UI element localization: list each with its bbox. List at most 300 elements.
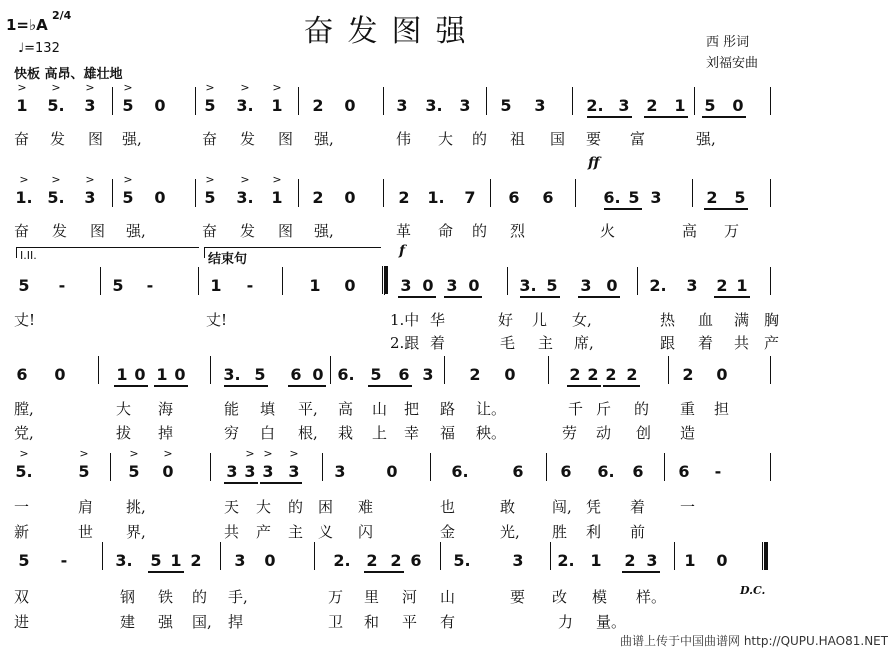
lyric-verse-1: 革	[396, 222, 412, 240]
lyric-verse-1: 困	[318, 498, 334, 516]
lyric-verse-1: 发	[52, 222, 68, 240]
note: 1.	[15, 188, 33, 207]
lyric-verse-2: 平	[402, 613, 418, 631]
lyric-verse-2: 共	[734, 334, 750, 352]
note: 2	[624, 551, 636, 570]
note: 0	[386, 462, 398, 481]
note: 2	[366, 551, 378, 570]
dynamic-ff: ff	[588, 155, 600, 171]
lyric-verse-1: 命	[438, 222, 454, 240]
lyric-verse-1: 样。	[636, 588, 667, 606]
barline	[770, 356, 771, 384]
lyric-verse-2: 掉	[158, 424, 174, 442]
lyric-verse-1: 让。	[476, 400, 507, 418]
lyric-verse-1: 强,	[314, 130, 334, 148]
barline	[195, 87, 196, 115]
lyric-verse-2: 利	[586, 523, 602, 541]
lyric-verse-1: 的	[192, 588, 208, 606]
lyric-verse-2: 穷	[224, 424, 240, 442]
note: 1	[271, 96, 283, 115]
note: 6	[542, 188, 554, 207]
lyric-verse-2: 白	[260, 424, 276, 442]
note: 6.	[337, 365, 355, 384]
accent-mark: >	[263, 447, 273, 460]
note: -	[60, 551, 68, 570]
note: 2	[706, 188, 718, 207]
lyric-verse-2: 造	[680, 424, 696, 442]
note: 0	[154, 96, 166, 115]
barline	[770, 87, 771, 115]
note: 5	[704, 96, 716, 115]
barline	[112, 87, 113, 115]
note: 2.	[649, 276, 667, 295]
beam-underline	[148, 571, 184, 573]
lyric-verse-2: 着	[698, 334, 714, 352]
lyric-verse-1: 奋	[14, 222, 30, 240]
note: 5	[150, 551, 162, 570]
accent-mark: >	[272, 173, 282, 186]
lyric-verse-1: 一	[680, 498, 696, 516]
note: 0	[606, 276, 618, 295]
note: 0	[154, 188, 166, 207]
note: 3.	[236, 188, 254, 207]
barline	[664, 453, 665, 481]
note: 1	[170, 551, 182, 570]
accent-mark: >	[240, 173, 250, 186]
note: 2.	[333, 551, 351, 570]
lyric-verse-1: 着	[630, 498, 646, 516]
note: 1	[271, 188, 283, 207]
beam-underline	[224, 385, 268, 387]
lyric-verse-1: 改	[552, 588, 568, 606]
note: 2.	[586, 96, 604, 115]
barline	[220, 542, 221, 570]
lyric-verse-1: 钢	[120, 588, 136, 606]
barline	[314, 542, 315, 570]
lyric-verse-1: 胸	[764, 311, 780, 329]
lyric-verse-2: 产	[764, 334, 780, 352]
volta-label: I.II.	[20, 249, 37, 262]
note: 3	[618, 96, 630, 115]
note: 3	[334, 462, 346, 481]
note: 3	[446, 276, 458, 295]
barline	[507, 267, 508, 295]
lyric-verse-1: 热	[660, 311, 676, 329]
lyric-verse-2: 国,	[192, 613, 212, 631]
note: 3.	[223, 365, 241, 384]
note: 5	[18, 276, 30, 295]
note: 0	[344, 96, 356, 115]
note: 5	[128, 462, 140, 481]
lyric-verse-2: 强	[158, 613, 174, 631]
note: 5.	[453, 551, 471, 570]
barline	[102, 542, 103, 570]
lyric-verse-1: 强,	[314, 222, 334, 240]
accent-mark: >	[240, 81, 250, 94]
lyric-verse-1: 血	[698, 311, 714, 329]
accent-mark: >	[17, 81, 27, 94]
note: 5	[254, 365, 266, 384]
note: 6	[410, 551, 422, 570]
double-barline	[382, 266, 388, 294]
beam-underline	[622, 571, 660, 573]
lyric-verse-2: 义	[318, 523, 334, 541]
note: 2	[626, 365, 638, 384]
lyric-verse-1: 重	[680, 400, 696, 418]
note: 6	[632, 462, 644, 481]
lyric-verse-1: 大	[256, 498, 272, 516]
lyric-verse-1: 高	[682, 222, 698, 240]
note: 5	[204, 188, 216, 207]
beam-underline	[578, 296, 620, 298]
expression-marking: 快板 高昂、雄壮地	[14, 67, 123, 82]
lyricist-credit: 西 彤词	[706, 35, 750, 50]
note: 2	[605, 365, 617, 384]
lyric-verse-1: 铁	[158, 588, 174, 606]
note: 5.	[15, 462, 33, 481]
barline	[444, 356, 445, 384]
lyric-verse-1: 海	[158, 400, 174, 418]
lyric-verse-1: 要	[510, 588, 526, 606]
note: 5	[122, 188, 134, 207]
barline	[210, 356, 211, 384]
lyric-verse-2: 界,	[126, 523, 146, 541]
time-signature	[52, 11, 71, 21]
note: 6	[512, 462, 524, 481]
barline	[572, 87, 573, 115]
lyric-verse-1: 女,	[572, 311, 592, 329]
lyric-verse-1: 国	[550, 130, 566, 148]
lyric-verse-1: 模	[592, 588, 608, 606]
lyric-verse-1: 的	[634, 400, 650, 418]
lyric-verse-2: 劳	[562, 424, 578, 442]
note: 2	[646, 96, 658, 115]
note: 3	[686, 276, 698, 295]
note: 5	[122, 96, 134, 115]
lyric-verse-2: 和	[364, 613, 380, 631]
note: 1	[309, 276, 321, 295]
barline	[112, 179, 113, 207]
beam-underline	[604, 208, 642, 210]
beam-underline	[644, 116, 688, 118]
beam-underline	[702, 116, 746, 118]
note: 1	[156, 365, 168, 384]
lyric-verse-2: 世	[78, 523, 94, 541]
beam-underline	[603, 385, 640, 387]
note: 5	[112, 276, 124, 295]
accent-mark: >	[85, 173, 95, 186]
lyric-verse-1: 敢	[500, 498, 516, 516]
accent-mark: >	[79, 447, 89, 460]
lyric-verse-2: 上	[372, 424, 388, 442]
note: 1	[116, 365, 128, 384]
lyric-verse-1: 富	[630, 130, 646, 148]
da-capo-marking: D.C.	[740, 584, 766, 597]
lyric-verse-2: 党,	[14, 424, 34, 442]
accent-mark: >	[19, 447, 29, 460]
note: 1	[16, 96, 28, 115]
lyric-verse-2: 金	[440, 523, 456, 541]
lyric-verse-1: 里	[364, 588, 380, 606]
beam-underline	[368, 385, 412, 387]
note: 6.	[597, 462, 615, 481]
lyric-verse-1: 凭	[586, 498, 602, 516]
barline	[486, 87, 487, 115]
barline	[548, 356, 549, 384]
accent-mark: >	[245, 447, 255, 460]
beam-underline	[154, 385, 188, 387]
page-title: 奋发图强	[303, 14, 480, 49]
note: 1	[674, 96, 686, 115]
lyric-verse-2: 捍	[228, 613, 244, 631]
lyric-verse-1: 强,	[696, 130, 716, 148]
accent-mark: >	[51, 173, 61, 186]
composer-credit: 刘福安曲	[706, 56, 759, 71]
lyric-verse-1: 膛,	[14, 400, 34, 418]
beam-underline	[288, 385, 326, 387]
barline	[98, 356, 99, 384]
lyric-verse-2: 产	[256, 523, 272, 541]
lyric-verse-2: 创	[636, 424, 652, 442]
accent-mark: >	[205, 81, 215, 94]
beam-underline	[520, 296, 560, 298]
barline	[110, 453, 111, 481]
lyric-verse-1: 山	[372, 400, 388, 418]
note: 2.	[557, 551, 575, 570]
note: 5.	[47, 188, 65, 207]
lyric-verse-1: 发	[50, 130, 66, 148]
lyric-verse-1: 肩	[78, 498, 94, 516]
lyric-verse-1: 要	[586, 130, 602, 148]
lyric-verse-1: 手,	[228, 588, 248, 606]
lyric-verse-1: 斤	[596, 400, 612, 418]
barline	[668, 356, 669, 384]
lyric-verse-2: 有	[440, 613, 456, 631]
lyric-verse-1: 1.中	[390, 311, 420, 329]
note: 5.	[47, 96, 65, 115]
note: 2	[312, 188, 324, 207]
lyric-verse-2: 胜	[552, 523, 568, 541]
lyric-verse-1: 烈	[510, 222, 526, 240]
accent-mark: >	[272, 81, 282, 94]
lyric-verse-2: 共	[224, 523, 240, 541]
final-barline	[762, 542, 768, 570]
lyric-verse-1: 山	[440, 588, 456, 606]
lyric-verse-2: 前	[630, 523, 646, 541]
note: 5	[78, 462, 90, 481]
lyric-verse-1: 祖	[510, 130, 526, 148]
lyric-verse-1: 满	[734, 311, 750, 329]
note: 5	[546, 276, 558, 295]
note: 3	[646, 551, 658, 570]
lyric-verse-1: 也	[440, 498, 456, 516]
footer-credit: 曲谱上传于中国曲谱网 http://QUPU.HAO81.NET	[620, 634, 888, 648]
note: 3	[650, 188, 662, 207]
lyric-verse-1: 图	[278, 130, 294, 148]
lyric-verse-1: 担	[714, 400, 730, 418]
lyric-verse-2: 光,	[500, 523, 520, 541]
note: 3	[262, 462, 274, 481]
beam-underline	[398, 296, 436, 298]
note: 5	[734, 188, 746, 207]
note: 0	[344, 188, 356, 207]
note: 3	[422, 365, 434, 384]
lyric-verse-1: 千	[568, 400, 584, 418]
lyric-verse-1: 路	[440, 400, 456, 418]
accent-mark: >	[163, 447, 173, 460]
lyric-verse-1: 挑,	[126, 498, 146, 516]
lyric-verse-1: 难	[358, 498, 374, 516]
barline	[637, 267, 638, 295]
note: 6	[678, 462, 690, 481]
accent-mark: >	[129, 447, 139, 460]
note: 2	[716, 276, 728, 295]
barline	[770, 267, 771, 295]
barline	[692, 179, 693, 207]
note: 0	[422, 276, 434, 295]
lyric-verse-1: 伟	[396, 130, 412, 148]
lyric-verse-2: 席,	[574, 334, 594, 352]
barline	[298, 179, 299, 207]
accent-mark: >	[51, 81, 61, 94]
accent-mark: >	[123, 81, 133, 94]
barline	[770, 179, 771, 207]
accent-mark: >	[123, 173, 133, 186]
lyric-verse-1: 发	[240, 222, 256, 240]
key-signature: 1=♭A	[6, 16, 48, 34]
lyric-verse-2: 主	[288, 523, 304, 541]
beam-underline	[114, 385, 148, 387]
note: 1	[210, 276, 222, 295]
note: 3	[580, 276, 592, 295]
lyric-verse-2: 幸	[404, 424, 420, 442]
note: 0	[312, 365, 324, 384]
note: 0	[716, 551, 728, 570]
note: -	[146, 276, 154, 295]
lyric-verse-1: 丈!	[206, 311, 228, 329]
note: 3.	[115, 551, 133, 570]
barline	[550, 542, 551, 570]
lyric-verse-2: 毛	[500, 334, 516, 352]
barline	[322, 453, 323, 481]
lyric-verse-2: 闪	[358, 523, 374, 541]
beam-underline	[364, 571, 404, 573]
note: 3	[84, 188, 96, 207]
lyric-verse-1: 丈!	[14, 311, 36, 329]
note: -	[58, 276, 66, 295]
beam-underline	[587, 116, 632, 118]
lyric-verse-1: 一	[14, 498, 30, 516]
lyric-verse-1: 万	[328, 588, 344, 606]
note: 2	[312, 96, 324, 115]
lyric-verse-2: 量。	[596, 613, 627, 631]
lyric-verse-1: 图	[88, 130, 104, 148]
note: 0	[716, 365, 728, 384]
ending-label: 结束句	[208, 252, 248, 267]
lyric-verse-2: 主	[538, 334, 554, 352]
lyric-verse-2: 福	[440, 424, 456, 442]
lyric-verse-1: 奋	[202, 130, 218, 148]
lyric-verse-1: 能	[224, 400, 240, 418]
beam-underline	[224, 482, 258, 484]
lyric-verse-2: 进	[14, 613, 30, 631]
lyric-verse-2: 动	[596, 424, 612, 442]
lyric-verse-2: 拔	[116, 424, 132, 442]
lyric-verse-1: 填	[260, 400, 276, 418]
note: 3.	[519, 276, 537, 295]
barline	[330, 356, 331, 384]
lyric-verse-1: 强,	[122, 130, 142, 148]
accent-mark: >	[289, 447, 299, 460]
note: 1	[684, 551, 696, 570]
beam-underline	[444, 296, 482, 298]
lyric-verse-1: 的	[472, 130, 488, 148]
lyric-verse-1: 儿	[532, 311, 548, 329]
lyric-verse-1: 万	[724, 222, 740, 240]
lyric-verse-1: 奋	[202, 222, 218, 240]
note: 5	[204, 96, 216, 115]
volta-bracket	[16, 247, 199, 258]
note: 7	[464, 188, 476, 207]
lyric-verse-1: 发	[240, 130, 256, 148]
note: 3.	[236, 96, 254, 115]
barline	[383, 179, 384, 207]
lyric-verse-2: 栽	[338, 424, 354, 442]
note: 2	[190, 551, 202, 570]
note: 5	[18, 551, 30, 570]
note: 0	[174, 365, 186, 384]
lyric-verse-1: 火	[600, 222, 616, 240]
lyric-verse-1: 大	[438, 130, 454, 148]
note: 0	[468, 276, 480, 295]
lyric-verse-2: 新	[14, 523, 30, 541]
lyric-verse-1: 华	[430, 311, 446, 329]
accent-mark: >	[85, 81, 95, 94]
note: 3	[459, 96, 471, 115]
note: -	[714, 462, 722, 481]
lyric-verse-1: 图	[278, 222, 294, 240]
note: 3.	[425, 96, 443, 115]
note: 3	[234, 551, 246, 570]
note: 5	[370, 365, 382, 384]
lyric-verse-2: 力	[558, 613, 574, 631]
note: 3	[288, 462, 300, 481]
note: 0	[732, 96, 744, 115]
lyric-verse-1: 天	[224, 498, 240, 516]
beam-underline	[260, 482, 302, 484]
lyric-verse-2: 跟	[660, 334, 676, 352]
barline	[770, 453, 771, 481]
note: 0	[264, 551, 276, 570]
lyric-verse-2: 着	[430, 334, 446, 352]
lyric-verse-2: 2.跟	[390, 334, 420, 352]
barline	[430, 453, 431, 481]
dynamic-f: f	[399, 243, 406, 259]
lyric-verse-1: 闯,	[552, 498, 572, 516]
note: 2	[469, 365, 481, 384]
note: 6	[398, 365, 410, 384]
lyric-verse-1: 奋	[14, 130, 30, 148]
barline	[298, 87, 299, 115]
barline	[282, 267, 283, 295]
lyric-verse-1: 河	[402, 588, 418, 606]
barline	[694, 87, 695, 115]
barline	[198, 267, 199, 295]
note: 2	[587, 365, 599, 384]
lyric-verse-1: 强,	[126, 222, 146, 240]
lyric-verse-1: 高	[338, 400, 354, 418]
note: 3	[84, 96, 96, 115]
